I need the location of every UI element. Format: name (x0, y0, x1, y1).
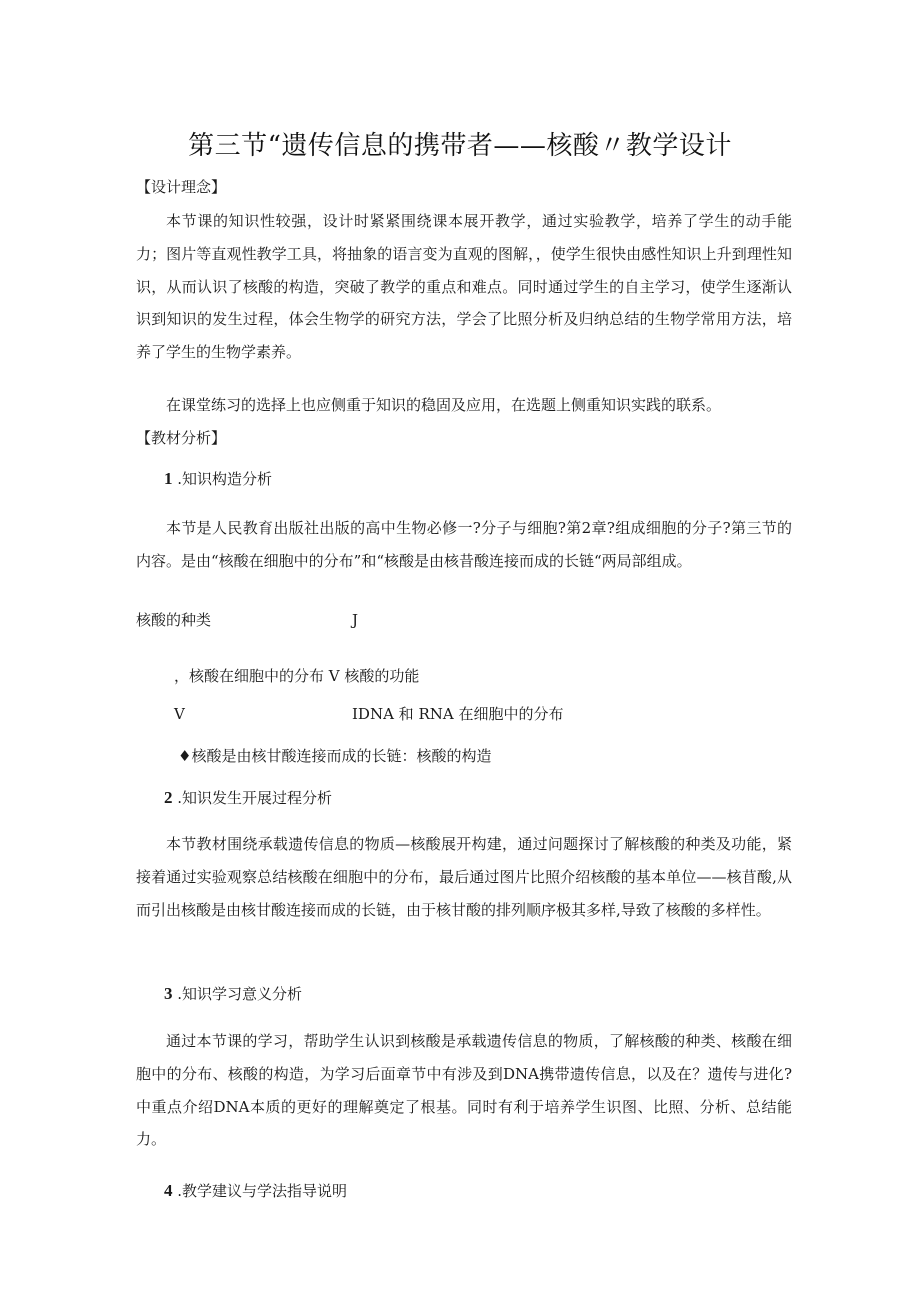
diagram-node-distribution-function: ，核酸在细胞中的分布 V 核酸的功能 (174, 667, 420, 685)
list-label: .教学建议与学法指导说明 (177, 1182, 348, 1200)
list-label: .知识发生开展过程分析 (177, 789, 333, 807)
diagram-node-types: 核酸的种类 (136, 611, 212, 629)
list-item-3 (164, 983, 302, 1005)
list-item-4 (164, 1180, 347, 1202)
diagram-node-dna-rna: IDNA 和 RNA 在细胞中的分布 (352, 705, 564, 723)
paragraph-development-analysis: 本节教材围绕承载遗传信息的物质—核酸展开构建，通过问题探讨了解核酸的种类及功能，紧接着通过实验观察总结核酸在细胞中的分布，最后通过图片比照介绍核酸的基本单位——核苜酸,从而引出核酸是由核甘酸连接而成的长链，由于核甘酸的排列顺序极其多样,导致了核酸的多样性。 (136, 835, 792, 919)
list-item-2 (164, 787, 332, 809)
paragraph-structure-analysis: 本节是人民教育出版社出版的高中生物必修一?分子与细胞?第2章?组成细胞的分子?第三节的内容。是由“核酸在细胞中的分布”和“核酸是由核昔酸连接而成的长链“两局部组成。 (136, 519, 792, 570)
diagram-node-structure: ♦核酸是由核甘酸连接而成的长链：核酸的构造 (178, 747, 492, 765)
section-heading-design: 【设计理念】 (136, 178, 227, 196)
list-label: .知识学习意义分析 (177, 985, 303, 1003)
page-title: 第三节“遗传信息的携带者——核酸〃教学设计 (188, 131, 732, 161)
list-label: .知识构造分析 (177, 470, 273, 488)
list-number: 2 (164, 788, 173, 807)
paragraph-significance-analysis: 通过本节课的学习，帮助学生认识到核酸是承载遗传信息的物质，了解核酸的种类、核酸在细胞中的分布、核酸的构造，为学习后面章节中有涉及到DNA携带遗传信息，以及在？遗传与进化?中重点介绍DNA本质的更好的理解奠定了根基。同时有利于培养学生识图、比照、分析、总结能力。 (136, 1032, 792, 1149)
list-number: 3 (164, 984, 173, 1003)
diagram-branch-mark: V (174, 705, 185, 723)
list-item-1 (164, 468, 272, 490)
paragraph-design-concept: 本节课的知识性较强，设计时紧紧围绕课本展开教学，通过实验教学，培养了学生的动手能力；图片等直观性教学工具，将抽象的语言变为直观的图解，，使学生很快由感性知识上升到理性知识，从而认识了核酸的构造，突破了教学的重点和难点。同时通过学生的自主学习，使学生逐渐认识到知识的发生过程，体会生物学的研究方法，学会了比照分析及归纳总结的生物学常用方法，培养了学生的生物学素养。 (136, 212, 792, 362)
section-heading-analysis: 【教材分析】 (136, 429, 227, 447)
paragraph-practice-selection: 在课堂练习的选择上也应侧重于知识的稳固及应用，在选题上侧重知识实践的联系。 (166, 396, 722, 414)
list-number: 1 (164, 469, 173, 488)
diagram-bracket-mark: J (352, 611, 359, 629)
list-number: 4 (164, 1181, 173, 1200)
